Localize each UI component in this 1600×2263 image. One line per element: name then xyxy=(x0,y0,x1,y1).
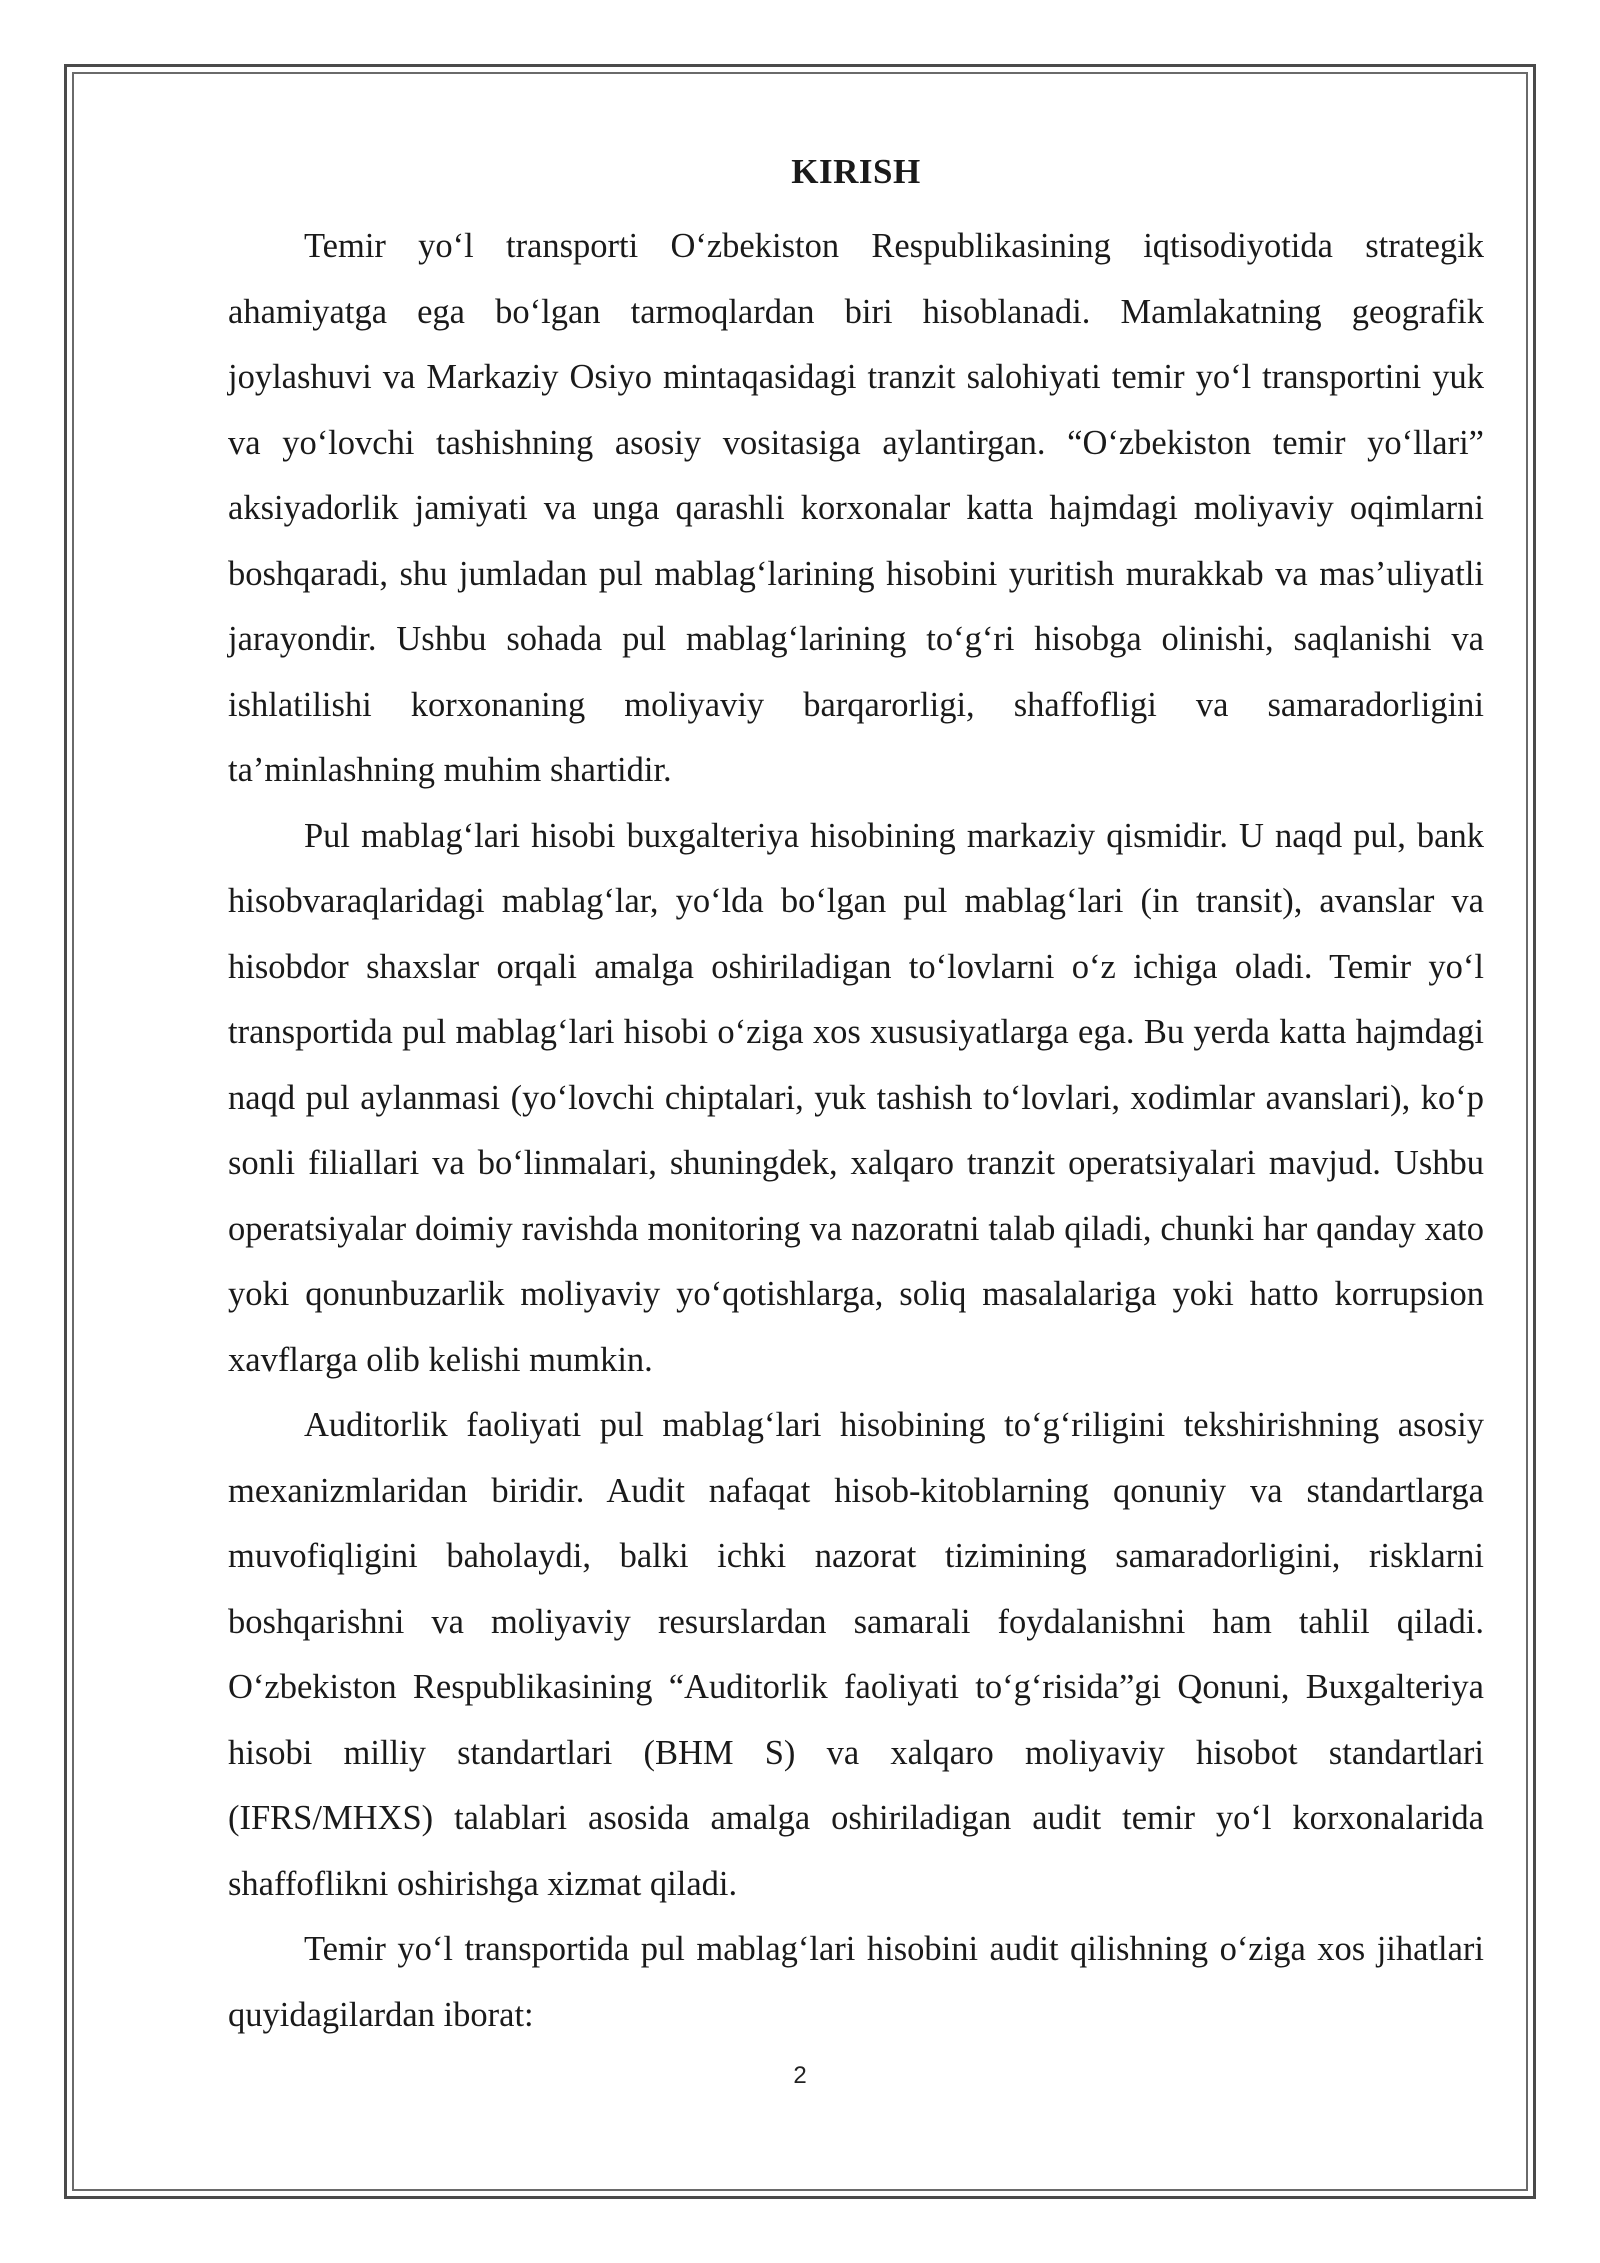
paragraph-4: Temir yo‘l transportida pul mablag‘lari hisobini audit qilishning o‘ziga xos jihatlari quyidagilardan iborat: xyxy=(228,1930,1484,2034)
document-body xyxy=(228,146,1484,2048)
page-number: 2 xyxy=(793,2062,807,2089)
paragraph-1: Temir yo‘l transporti O‘zbekiston Respublikasining iqtisodiyotida strategik ahamiyatga ega bo‘lgan tarmoqlardan biri hisoblanadi. Mamlakatning geografik joylashuvi va Markaziy Osiyo mintaqasidagi tranzit salohiyati temir yo‘l transportini yuk va yo‘lovchi tashishning asosiy vositasiga aylantirgan. “O‘zbekiston temir yo‘llari” aksiyadorlik jamiyati va unga qarashli korxonalar katta hajmdagi moliyaviy oqimlarni boshqaradi, shu jumladan pul mablag‘larining hisobini yuritish murakkab va mas’uliyatli jarayondir. Ushbu sohada pul mablag‘larining to‘g‘ri hisobga olinishi, saqlanishi va ishlatilishi korxonaning moliyaviy barqarorligi, shaffofligi va samaradorligini ta’minlashning muhim shartidir. xyxy=(228,227,1484,789)
section-heading: KIRISH xyxy=(791,152,921,191)
paragraph-3: Auditorlik faoliyati pul mablag‘lari hisobining to‘g‘riligini tekshirishning asosiy mexanizmlaridan biridir. Audit nafaqat hisob-kitoblarning qonuniy va standartlarga muvofiqligini baholaydi, balki ichki nazorat tizimining samaradorligini, risklarni boshqarishni va moliyaviy resurslardan samarali foydalanishni ham tahlil qiladi. O‘zbekiston Respublikasining “Auditorlik faoliyati to‘g‘risida”gi Qonuni, Buxgalteriya hisobi milliy standartlari (BHM S) va xalqaro moliyaviy hisobot standartlari (IFRS/MHXS) talablari asosida amalga oshiriladigan audit temir yo‘l korxonalarida shaffoflikni oshirishga xizmat qiladi. xyxy=(228,1406,1484,1903)
paragraph-2: Pul mablag‘lari hisobi buxgalteriya hisobining markaziy qismidir. U naqd pul, bank hisobvaraqlaridagi mablag‘lar, yo‘lda bo‘lgan pul mablag‘lari (in transit), avanslar va hisobdor shaxslar orqali amalga oshiriladigan to‘lovlarni o‘z ichiga oladi. Temir yo‘l transportida pul mablag‘lari hisobi o‘ziga xos xususiyatlarga ega. Bu yerda katta hajmdagi naqd pul aylanmasi (yo‘lovchi chiptalari, yuk tashish to‘lovlari, xodimlar avanslari), ko‘p sonli filiallari va bo‘linmalari, shuningdek, xalqaro tranzit operatsiyalari mavjud. Ushbu operatsiyalar doimiy ravishda monitoring va nazoratni talab qiladi, chunki har qanday xato yoki qonunbuzarlik moliyaviy yo‘qotishlarga, soliq masalalariga yoki hatto korrupsion xavflarga olib kelishi mumkin. xyxy=(228,816,1484,1379)
